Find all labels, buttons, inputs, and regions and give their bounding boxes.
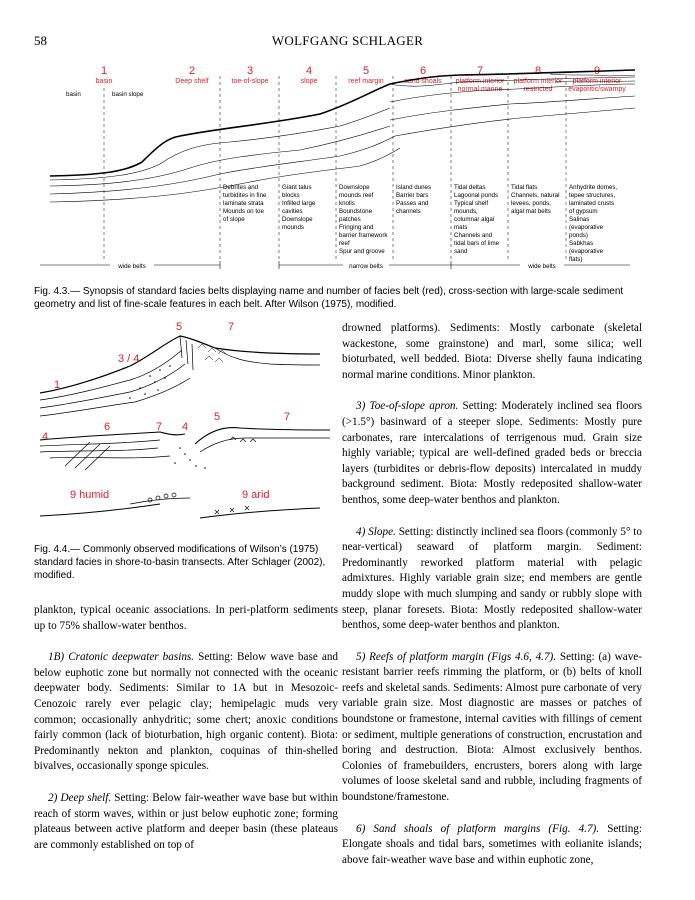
right-paragraph-2: [342, 399, 642, 508]
top-transect: [40, 336, 320, 416]
belt-4-name: slope: [300, 78, 318, 85]
text-1b: Setting: Below wave base and below euphotic zone but normally not connected with the oceanic deepwater body. Sediments: Similar to 1A but in Mesozoic-Cenozoic rarely ever pelagic clay; hemipelagic muds very common; occasionally anhydritic; some chert; anoxic conditions fairly common (lack of bioturbation, high organic content). Biota: Predominantly nekton and plankton, coquinas of thin-shelled bivalves, occasionally sponge spicules.: [34, 651, 339, 773]
left-paragraph-1: plankton, typical oceanic associations. In peri-platform sediments up to 75% shallow-water benthos.: [34, 604, 338, 632]
belt-5-name: reef margin: [348, 78, 384, 85]
label-5-mid: 5: [214, 411, 221, 423]
page-number: 58: [34, 33, 47, 48]
features-belt-6: Island dunes Barrier bars Passes and channels: [396, 184, 432, 215]
right-paragraph-4: [342, 650, 642, 806]
left-paragraph-2: [34, 650, 338, 775]
heading-6: 6) Sand shoals of platform margins (Fig. 4.7).: [356, 822, 600, 835]
figure-4-4-caption: Fig. 4.4.— Commonly observed modifications of Wilson’s (1975) standard facies in shore-to-basin transects. After Schlager (2002), modified.: [34, 544, 326, 581]
belt-2-number: 2: [188, 65, 196, 77]
belt-2-name: Deep shelf: [175, 78, 209, 85]
page-header: [0, 33, 695, 51]
features-belt-5: Downslope mounds reef knolls Boundstone patches Fringing and barrier framework reef Spur and groove: [339, 184, 388, 255]
feature-lists: [223, 184, 619, 263]
figure-4-4: [30, 318, 340, 540]
basin-slope-label: basin slope: [112, 91, 144, 98]
features-belt-8: Tidal flats Channels, natural levees, ponds, algal mat belts: [511, 184, 560, 215]
belt-3-name: toe-of-slope: [231, 78, 269, 85]
heading-4: 4) Slope.: [356, 525, 396, 538]
text-3: Setting: Moderately inclined sea floors (>1.5°) basinward of a steeper slope. Sediments: Mostly pure carbonates, rare intercalations of terrigenous mud. Grain size highly variable; typical are well-defined graded beds or breccia layers (turbidites or debris-flow deposits) intercalated in muddy background sediment. Biota: Mostly redeposited shallow-water benthos, some deep-water benthos and plankton.: [342, 400, 642, 506]
belt-6-number: 6: [419, 65, 427, 77]
label-4-mid: 4: [182, 421, 189, 433]
label-7-mid-right: 7: [284, 411, 291, 423]
label-5-top: 5: [176, 321, 183, 333]
heading-5: 5) Reefs of platform margin (Figs 4.6, 4.7).: [356, 650, 557, 663]
belt-7-number: 7: [476, 65, 484, 77]
label-7-top: 7: [228, 321, 235, 333]
heading-3: 3) Toe-of-slope apron.: [356, 400, 459, 413]
belt-7-name2: normal marine: [457, 86, 503, 93]
belt-9-name2: evaporitic/swampy: [568, 86, 626, 93]
text-2: Setting: Below fair-weather wave base but within reach of storm waves, within or just below euphotic zone; forming plateaus between active platform and deeper basin (these plateaus are commonly established on top of: [34, 791, 338, 851]
right-paragraph-1: drowned platforms). Sediments: Mostly carbonate (skeletal wackestone, some grainstone) and marl, some silica; well bioturbated, well bedded. Biota: Diverse shelly fauna indicating normal marine conditions. Minor plankton.: [342, 322, 642, 381]
middle-transect-dots: [174, 447, 206, 469]
label-9-humid: 9 humid: [70, 489, 110, 501]
belt-1-number: 1: [100, 65, 108, 77]
heading-2: 2) Deep shelf.: [48, 791, 112, 804]
belt-6-name: sand shoals: [404, 78, 442, 85]
basin-label: basin: [66, 91, 81, 98]
label-9-arid: 9 arid: [242, 489, 270, 501]
belt-7-name: platform interior: [455, 78, 505, 85]
label-3-4: 3 / 4: [118, 353, 140, 365]
left-paragraph-3: [34, 791, 338, 853]
wide-belts-right: wide belts: [528, 263, 556, 270]
features-belt-9: Anhydrite domes, tepee structures, laminated crusts of gypsum Salinas (evaporative ponds) Sabkhas (evaporative flats): [569, 184, 618, 263]
belt-3-number: 3: [246, 65, 254, 77]
belt-9-name: platform interior: [572, 78, 622, 85]
right-paragraph-3: [342, 525, 642, 634]
features-belt-4: Giant talus blocks Infilled large cavities Downslope mounds: [282, 184, 316, 231]
belt-5-number: 5: [362, 65, 370, 77]
label-1: 1: [54, 379, 61, 391]
features-belt-7: Tidal deltas Lagoonal ponds Typical shelf mounds, columnar algal mats Channels and tidal bars of lime sand: [454, 184, 500, 255]
running-head: WOLFGANG SCHLAGER: [271, 33, 424, 48]
text-6: Setting: Elongate shoals and tidal bars, sometimes with eolianite islands; above fair-weather wave base and within euphotic zone,: [342, 822, 643, 866]
middle-transect-left: [40, 432, 185, 470]
top-transect-dots: [129, 365, 171, 399]
wide-belts-left: wide belts: [118, 263, 146, 270]
right-paragraph-5: [342, 822, 642, 869]
belt-8-number: 8: [534, 65, 542, 77]
belt-9-number: 9: [593, 65, 601, 77]
belt-8-name2: restricted: [523, 86, 553, 93]
left-column: [34, 603, 338, 853]
belt-1-name: basin: [95, 78, 113, 85]
heading-1b: 1B) Cratonic deepwater basins.: [48, 651, 195, 664]
narrow-belts: narrow belts: [349, 263, 383, 270]
label-6: 6: [104, 421, 111, 433]
belt-4-number: 4: [305, 65, 313, 77]
text-4: Setting: distinctly inclined sea floors (commonly 5° to near-vertical) seaward of platform margin. Sediment: Predominantly reworked platform material with pelagic admixtures. Highly variable grain size; end members are gentle muddy slope with much slumping and sandy or rubbly slope with steep, planar foresets. Biota: Mostly redeposited shallow-water benthos, some deep-water benthos and plankton.: [342, 525, 642, 632]
belt-headers: [66, 65, 626, 98]
label-7-mid: 7: [156, 421, 163, 433]
features-belt-3: Debrites and turbidites in fine laminate strata Mounds on toe of slope: [223, 184, 267, 223]
figure-4-4-labels: [42, 321, 290, 501]
right-column: [342, 321, 642, 868]
text-5: Setting: (a) wave-resistant barrier reefs rimming the platform, or (b) belts of knoll reefs and skeletal sands. Sediments: Almost pure carbonate of very variable grain size. Most diagnostic are masses or patches of boundstone or framestone, internal cavities with fillings of cement or sediment, multiple generations of construction, encrustation and boring and destruction. Biota: Almost exclusively benthos. Colonies of framebuilders, encrusters, borers along with large volumes of loose skeletal sand and rubble, including fragments of boundstone/framestone.: [342, 650, 642, 804]
belt-8-name: platform interior: [513, 78, 563, 85]
figure-4-3: [30, 62, 667, 284]
middle-transect-right: [195, 428, 330, 452]
label-4-left: 4: [42, 431, 49, 443]
figure-4-3-caption: Fig. 4.3.— Synopsis of standard facies belts displaying name and number of facies belt (red), cross-section with large-scale sediment geometry and list of fine-scale features in each belt. After Wilson (1975), modified.: [34, 286, 624, 310]
